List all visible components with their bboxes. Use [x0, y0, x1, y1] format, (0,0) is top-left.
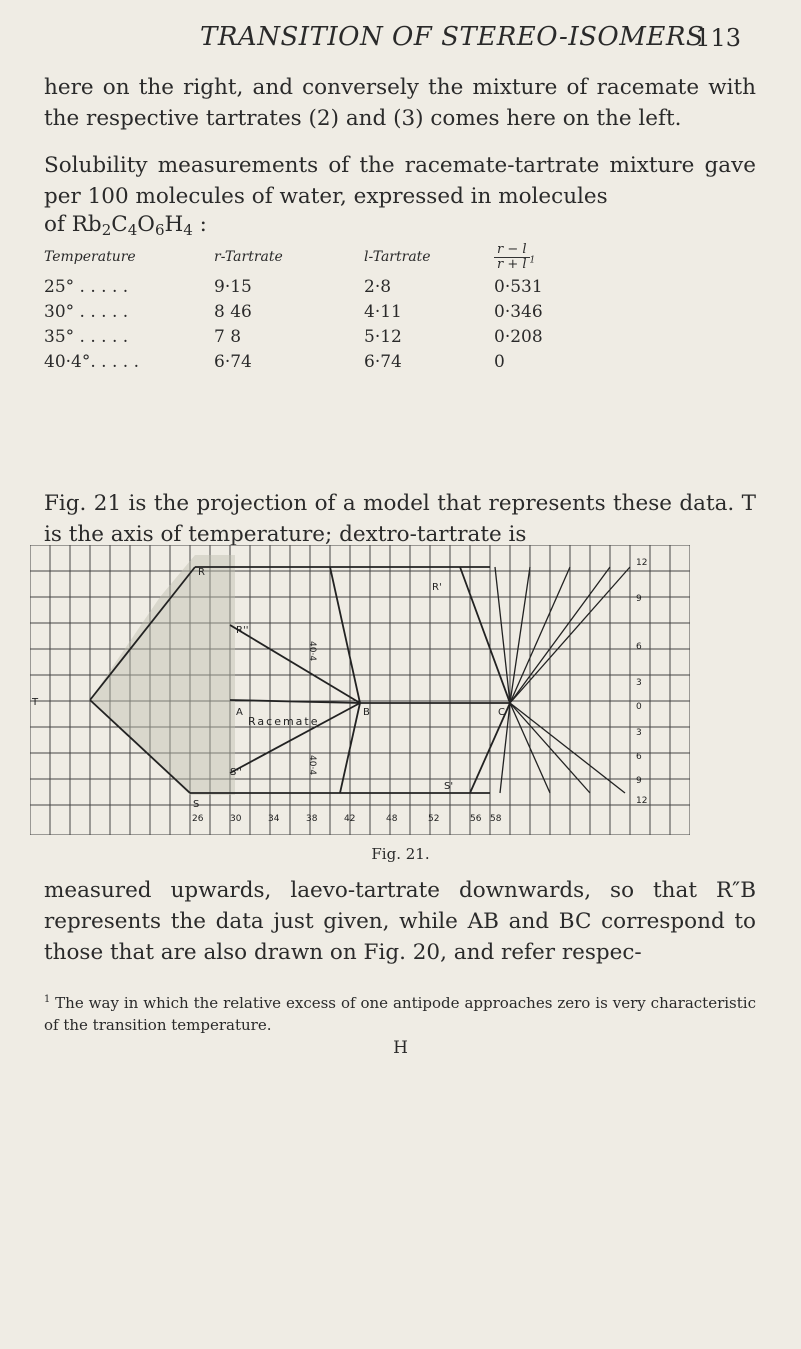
x-tick-label: 38	[306, 814, 318, 824]
label-S1: S'	[444, 781, 454, 792]
footnote	[44, 992, 756, 1036]
cell-l: 5·12	[364, 326, 402, 347]
paragraph-4: measured upwards, laevo-tartrate downwards, so that R″B represents the data just given, while AB and BC correspond to those that are also drawn on Fig. 20, and refer respec-	[44, 878, 756, 965]
cell-temperature: 25° . . . . .	[44, 276, 129, 297]
cell-temperature: 30° . . . . .	[44, 301, 129, 322]
cell-l: 4·11	[364, 301, 402, 322]
label-S2: S''	[230, 767, 242, 778]
right-tick-label: 0	[636, 702, 642, 712]
formula-line: of $Rb_2C_4O_6H_4$ :	[44, 212, 207, 239]
x-tick-label: 56	[470, 814, 482, 824]
running-header	[0, 22, 801, 62]
label-S: S	[193, 799, 200, 810]
footnote-marker: 1	[44, 994, 51, 1005]
right-tick-label: 6	[636, 642, 642, 652]
label-R: R	[198, 567, 205, 578]
col-ratio: $\frac{r - l}{r + l}^1$	[494, 240, 644, 274]
cell-ratio: 0·346	[494, 301, 543, 322]
col-temperature: Temperature	[44, 249, 136, 265]
right-tick-label: 9	[636, 594, 642, 604]
figure-21-diagram	[30, 545, 690, 835]
col-l-tartrate: l-Tartrate	[364, 249, 431, 265]
line-r1-b	[330, 567, 360, 703]
cell-r: 8 46	[214, 301, 252, 322]
x-tick-label: 42	[344, 814, 356, 824]
label-racemate: Racemate	[248, 715, 320, 728]
label-T: T	[32, 697, 39, 708]
col-r-tartrate: r-Tartrate	[214, 249, 283, 265]
cell-l: 6·74	[364, 351, 402, 372]
table-row	[44, 349, 644, 374]
label-C: C	[498, 707, 505, 718]
right-tick-label: 9	[636, 776, 642, 786]
table-row	[44, 274, 644, 299]
cell-temperature: 35° . . . . .	[44, 326, 129, 347]
label-R1: R'	[432, 582, 442, 593]
x-tick-label: 26	[192, 814, 204, 824]
table-row	[44, 324, 644, 349]
cell-r: 9·15	[214, 276, 252, 297]
p3-text-b: T is the axis of temperature; dextro-tartrate is	[44, 491, 756, 547]
right-tick-label: 3	[636, 728, 642, 738]
label-A: A	[236, 707, 243, 718]
upper-hatch	[90, 555, 235, 700]
formula-prefix: of Rb	[44, 212, 102, 237]
table-row	[44, 299, 644, 324]
ratio-denominator: r + l	[497, 256, 527, 272]
right-tick-label: 12	[636, 796, 648, 806]
cell-r: 7 8	[214, 326, 242, 347]
ratio-numerator: r − l	[494, 243, 530, 258]
solubility-table	[44, 240, 644, 374]
label-404-lower: 40·4	[307, 755, 317, 776]
right-tick-label: 3	[636, 678, 642, 688]
table-header-row	[44, 240, 644, 274]
footnote-text: The way in which the relative excess of one antipode approaches zero is very characteristic of the transition temperature.	[44, 994, 756, 1034]
cell-ratio: 0·208	[494, 326, 543, 347]
paragraph-3	[44, 488, 756, 550]
x-tick-label: 48	[386, 814, 398, 824]
label-B: B	[363, 707, 370, 718]
x-tick-label: 34	[268, 814, 280, 824]
header-title: TRANSITION OF STEREO-ISOMERS	[200, 22, 705, 52]
cell-temperature: 40·4°. . . . .	[44, 351, 139, 372]
paragraph-2: Solubility measurements of the racemate-tartrate mixture gave per 100 molecules of water, expressed in molecules	[44, 153, 756, 209]
cell-ratio: 0·531	[494, 276, 543, 297]
hatched-regions	[90, 555, 235, 795]
paragraph-1: here on the right, and conversely the mixture of racemate with the respective tartrates (2) and (3) comes here on the left.	[44, 75, 756, 131]
cell-r: 6·74	[214, 351, 252, 372]
lower-hatch	[90, 700, 235, 795]
ratio-fraction	[494, 243, 530, 272]
label-R2: R''	[236, 625, 249, 636]
right-tick-label: 6	[636, 752, 642, 762]
cell-l: 2·8	[364, 276, 392, 297]
cell-ratio: 0	[494, 351, 505, 372]
signature-mark: H	[393, 1038, 408, 1058]
page-number: 113	[695, 24, 741, 52]
x-tick-label: 58	[490, 814, 502, 824]
x-tick-label: 30	[230, 814, 242, 824]
right-tick-label: 12	[636, 558, 648, 568]
figure-caption: Fig. 21.	[371, 845, 430, 863]
x-tick-label: 52	[428, 814, 440, 824]
p3-text-a: Fig. 21 is the projection of a model that represents these data.	[44, 491, 735, 516]
label-404-upper: 40·4	[307, 641, 317, 662]
